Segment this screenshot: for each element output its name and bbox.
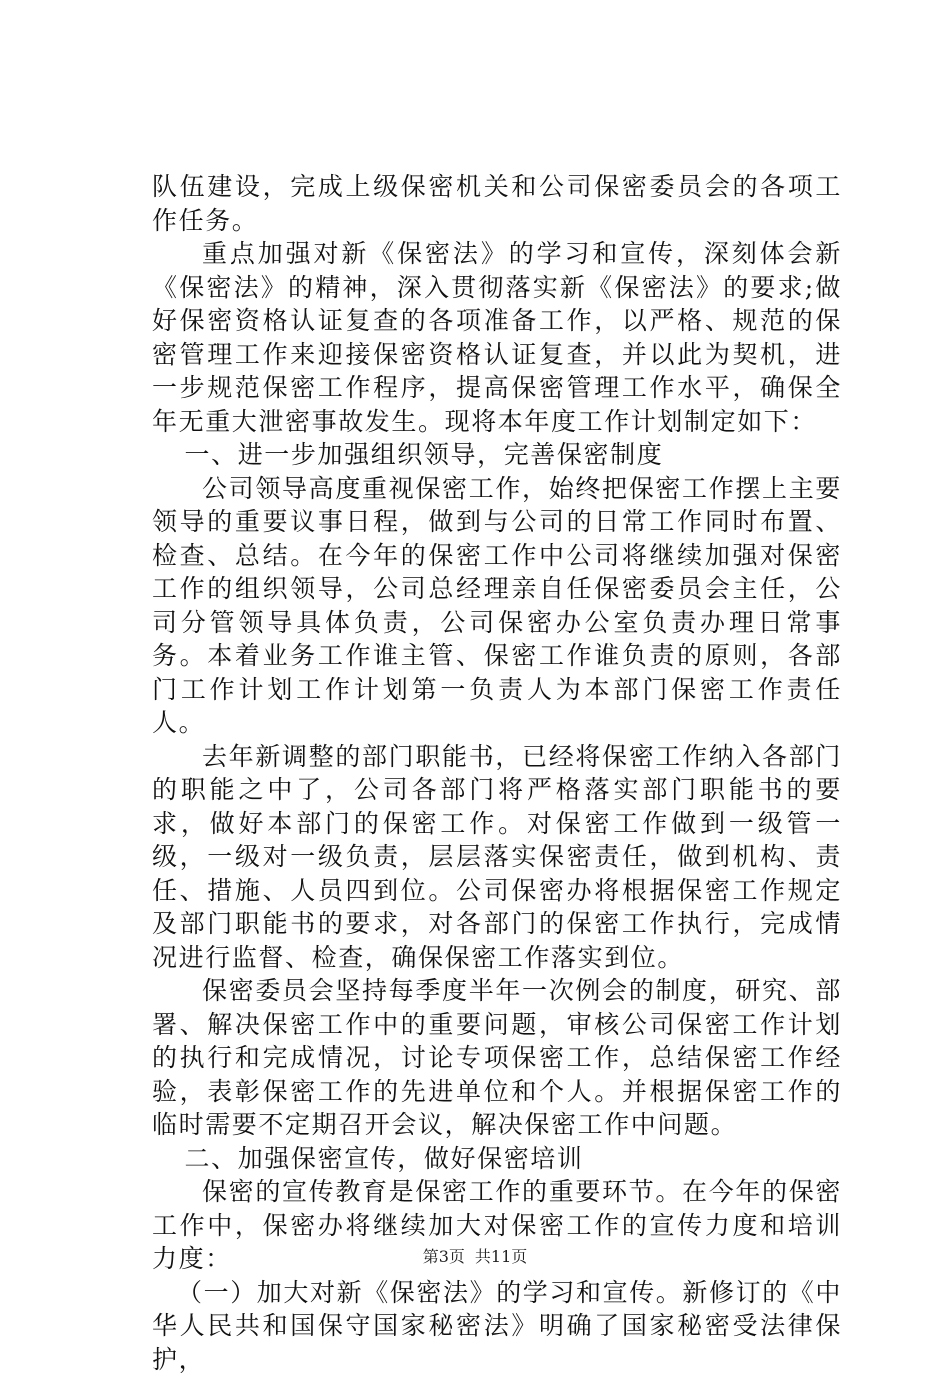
paragraph-leadership: 公司领导高度重视保密工作，始终把保密工作摆上主要领导的重要议事日程，做到与公司的日常工作同时布置、检查、总结。在今年的保密工作中公司将继续加强对保密工作的组织领导，公司总经理亲自任保密委员会主任，公司分管领导具体负责，公司保密办公室负责办理日常事务。本着业务工作谁主管、保密工作谁负责的原则，各部门工作计划工作计划第一负责人为本部门保密工作责任人。 (152, 472, 842, 740)
paragraph-committee-meetings: 保密委员会坚持每季度半年一次例会的制度，研究、部署、解决保密工作中的重要问题，审核公司保密工作计划的执行和完成情况，讨论专项保密工作，总结保密工作经验，表彰保密工作的先进单位和个人。并根据保密工作的临时需要不定期召开会议，解决保密工作中问题。 (152, 974, 842, 1142)
paragraph-subitem-1: （一）加大对新《保密法》的学习和宣传。新修订的《中华人民共和国保守国家秘密法》明确了国家秘密受法律保护， (152, 1276, 842, 1376)
paragraph-department-duties: 去年新调整的部门职能书，已经将保密工作纳入各部门的职能之中了，公司各部门将严格落实部门职能书的要求，做好本部门的保密工作。对保密工作做到一级管一级，一级对一级负责，层层落实保密责任，做到机构、责任、措施、人员四到位。公司保密办将根据保密工作规定及部门职能书的要求，对各部门的保密工作执行，完成情况进行监督、检查，确保保密工作落实到位。 (152, 740, 842, 975)
page-footer (0, 1244, 950, 1267)
paragraph-intro: 重点加强对新《保密法》的学习和宣传，深刻体会新《保密法》的精神，深入贯彻落实新《保密法》的要求;做好保密资格认证复查的各项准备工作，以严格、规范的保密管理工作来迎接保密资格认证复查，并以此为契机，进一步规范保密工作程序，提高保密管理工作水平，确保全年无重大泄密事故发生。现将本年度工作计划制定如下： (152, 237, 842, 438)
document-body (152, 170, 842, 1376)
page-number: 第3页 (423, 1247, 465, 1266)
section-heading-2: 二、加强保密宣传，做好保密培训 (152, 1142, 842, 1176)
paragraph-continued: 队伍建设，完成上级保密机关和公司保密委员会的各项工作任务。 (152, 170, 842, 237)
section-heading-1: 一、进一步加强组织领导，完善保密制度 (152, 438, 842, 472)
page-total: 共11页 (475, 1247, 527, 1266)
paragraph-publicity: 保密的宣传教育是保密工作的重要环节。在今年的保密工作中，保密办将继续加大对保密工作的宣传力度和培训力度： (152, 1175, 842, 1276)
